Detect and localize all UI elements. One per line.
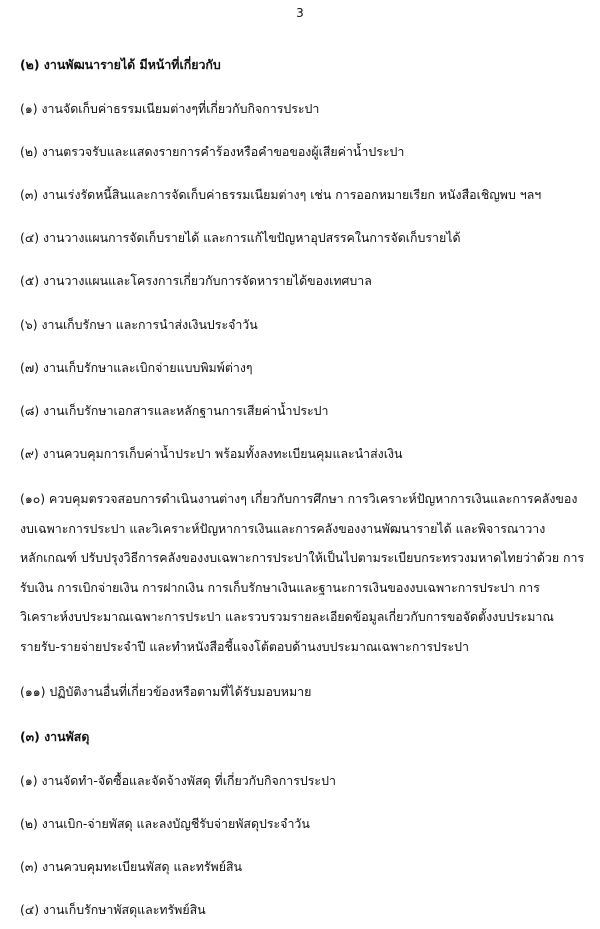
section-3-item-2: (๒) งานเบิก-จ่ายพัสดุ และลงบัญชีรับจ่ายพัสดุประจำวัน (20, 816, 310, 831)
section-3-item-4: (๔) งานเก็บรักษาพัสดุและทรัพย์สิน (20, 902, 206, 917)
section-2-item-2: (๒) งานตรวจรับและแสดงรายการคำร้องหรือคำขอของผู้เสียค่าน้ำประปา (20, 144, 405, 159)
section-2-item-10-line-5: วิเคราะห์งบประมาณเฉพาะการประปา และรวบรวมรายละเอียดข้อมูลเกี่ยวกับการขอจัดตั้งงบประมาณ (20, 609, 554, 624)
section-2-item-4: (๔) งานวางแผนการจัดเก็บรายได้ และการแก้ไขปัญหาอุปสรรคในการจัดเก็บรายได้ (20, 230, 461, 245)
section-3-heading: (๓) งานพัสดุ (20, 729, 90, 744)
section-2-item-10-line-2: งบเฉพาะการประปา และวิเคราะห์ปัญหาการเงินและการคลังของงานพัฒนารายได้ และพิจารณาวาง (20, 521, 546, 536)
section-2-item-8: (๘) งานเก็บรักษาเอกสารและหลักฐานการเสียค่าน้ำประปา (20, 403, 329, 418)
section-2-item-10-line-1: (๑๐) ควบคุมตรวจสอบการดำเนินงานต่างๆ เกี่ยวกับการศึกษา การวิเคราะห์ปัญหาการเงินและการคลังของ (20, 491, 578, 506)
section-2-item-7: (๗) งานเก็บรักษาและเบิกจ่ายแบบพิมพ์ต่างๆ (20, 360, 253, 375)
page-number: 3 (296, 6, 304, 20)
section-2-heading: (๒) งานพัฒนารายได้ มีหน้าที่เกี่ยวกับ (20, 57, 221, 72)
section-2-item-10-line-4: รับเงิน การเบิกจ่ายเงิน การฝากเงิน การเก็บรักษาเงินและฐานะการเงินของงบเฉพาะการประปา การ (20, 580, 540, 595)
section-2-item-1: (๑) งานจัดเก็บค่าธรรมเนียมต่างๆที่เกี่ยวกับกิจการประปา (20, 101, 320, 116)
section-2-item-3: (๓) งานเร่งรัดหนี้สินและการจัดเก็บค่าธรรมเนียมต่างๆ เช่น การออกหมายเรียก หนังสือเชิญพบ ฯลฯ (20, 187, 542, 202)
section-2-item-5: (๕) งานวางแผนและโครงการเกี่ยวกับการจัดหารายได้ของเทศบาล (20, 273, 372, 288)
section-2-item-11: (๑๑) ปฏิบัติงานอื่นที่เกี่ยวข้องหรือตามที่ได้รับมอบหมาย (20, 684, 312, 699)
section-2-item-9: (๙) งานควบคุมการเก็บค่าน้ำประปา พร้อมทั้งลงทะเบียนคุมและนำส่งเงิน (20, 446, 403, 461)
section-2-item-6: (๖) งานเก็บรักษา และการนำส่งเงินประจำวัน (20, 317, 258, 332)
section-2-item-10-line-3: หลักเกณฑ์ ปรับปรุงวิธีการคลังของงบเฉพาะการประปาให้เป็นไปตามระเบียบกระทรวงมหาดไทยว่าด้วย การ (20, 550, 585, 565)
section-2-item-10-line-6: รายรับ-รายจ่ายประจำปี และทำหนังสือชี้แจงโต้ตอบด้านงบประมาณเฉพาะการประปา (20, 639, 469, 654)
section-3-item-1: (๑) งานจัดทำ-จัดซื้อและจัดจ้างพัสดุ ที่เกี่ยวกับกิจการประปา (20, 773, 336, 788)
section-3-item-3: (๓) งานควบคุมทะเบียนพัสดุ และทรัพย์สิน (20, 859, 243, 874)
